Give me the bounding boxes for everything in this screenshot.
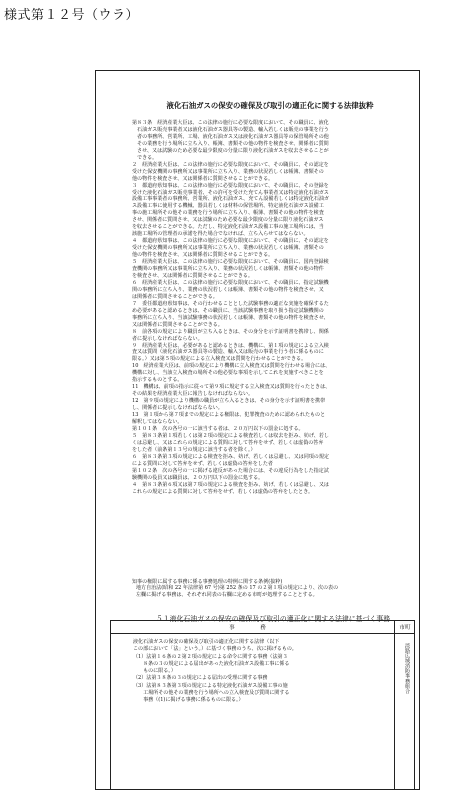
law-title: 液化石油ガスの保安の確保及び取引の適正化に関する法律抜粋 — [166, 101, 374, 110]
table-column-divider — [394, 621, 395, 789]
table-cell-city: 淡路広域消防事務組合 — [404, 643, 410, 694]
table-header-city: 市町 — [399, 625, 411, 631]
table-header-affairs: 事 務 — [229, 625, 276, 631]
ordinance-heading: 知事の権限に属する事務に係る事務処理の特例に関する条例(抜粋) — [132, 579, 283, 585]
section-title: ５１液化石油ガスの保安の確保及び取引の適正化に関する法律に基づく事務 — [155, 615, 391, 623]
affairs-table — [110, 620, 415, 790]
law-articles: 第８３条 経済産業大臣は、この法律の施行に必要な限度において、その職員に、液化 石油ガス販売事業者又は液化石油ガス器具等の製造、輸入若しくは販売の事業を行う 者の事務所、営業所、工場、液化石油ガス又は液化石油ガス器具等の保管場所その他 その業務を行う場所に立ち入り、帳簿、書類その他の物件を検査させ、関係者に質問 させ、又は試験のため必要な最少限度の分量に限り液化石油ガスを収去させることが できる。 ２ 経済産業大臣は、この法律の施行に必要な限度において、その職員に、その認定を 受けた保安機関の事務所又は事業所に立ち入り、業務の状況若しくは帳簿、書類その 他の物件を検査させ、又は関係者に質問させることができる。 ３ 都道府県知事は、この法律の施行に必要な限度において、その職員に、その登録を 受けた液化石油ガス販売事業者、その許可を受けた充てん事業者又は特定液化石油ガス 設備工事事業者の事務所、営業所、液化石油ガス、充てん設備若しくは特定液化石油ガ ス設備工事に使用する機械、器具若しくは材料の保管場所、特定液化石油ガス設備工 事の施工場所その他その業務を行う場所に立ち入り、帳簿、書類その他の物件を検査 させ、関係者に質問させ、又は試験のため必要な最少限度の分量に限り液化石油ガス を収去させることができる。ただし、特定液化石油ガス設備工事の施工場所には、当 該施工場所の管理者の承諾を得た場合でなければ、立ち入らせてはならない。 ４ 都道府県知事は、この法律の施行に必要な限度において、その職員に、その認定を 受けた保安機関の事務所又は事業所に立ち入り、業務の状況若しくは帳簿、書類その 他の物件を検査させ、又は関係者に質問させることができる。 ５ 経済産業大臣は、この法律の施行に必要な限度において、その職員に、国内登録検 査機関の事務所又は事業所に立ち入り、業務の状況若しくは帳簿、書類その他の物件 を検査させ、又は関係者に質問させることができる。 ６ 経済産業大臣は、この法律の施行に必要な限度において、その職員に、指定試験機 関の事務所に立ち入り、業務の状況若しくは帳簿、書類その他の物件を検査させ、又 は関係者に質問させることができる。 ７ 委任都道府県知事は、その行わせることとした試験事務の適正な実施を確保するた め必要があると認めるときは、その職員に、当該試験事務を取り扱う指定試験機関の 事務所に立ち入り、当該試験事務の状況若しくは帳簿、書類その他の物件を検査させ、 又は関係者に質問させることができる。 ８ 前各項の規定により職員が立ち入るときは、その身分を示す証明書を携帯し、関係 者に提示しなければならない。 ９ 経済産業大臣は、必要があると認めるときは、機構に、第１項の規定による立入検 査又は質問（液化石油ガス器具等の製造、輸入又は販売の事業を行う者に係るものに 限る。）又は第５項の規定による立入検査又は質問を行わせることができる。 10 経済産業大臣は、前項の規定により機構に立入検査又は質問を行わせる場合には、 機構に対し、当該立入検査の場所その他必要な事項を示してこれを実施すべきことを 指示するものとする。 11 機構は、前項の指示に従って第９項に規定する立入検査又は質問を行ったときは、 その結果を経済産業大臣に報告しなければならない。 12 第９項の規定により機構の職員が立ち入るときは、その身分を示す証明書を携帯 し、関係者に提示しなければならない。 13 第１項から第７項までの規定による権限は、犯罪捜査のために認められたものと 解釈してはならない。 第１０１条 次の各号の一に該当する者は、２０万円以下の罰金に処する。 ５ 第８３条第１項若しくは第２項の規定による検査若しくは収去を拒み、妨げ、若し くは忌避し、又はこれらの規定による質問に対して答弁をせず、若しくは虚偽の答弁 をした者（前条第１３号の規定に該当する者を除く。） ６ 第８３条第３項の規定による検査を拒み、妨げ、若しくは忌避し、又は同項の規定 による質問に対して答弁をせず、若しくは虚偽の答弁をした者 第１０２条 次の各号の一に掲げる違反があった場合には、その違反行為をした指定試 験機関の役員又は職員は、２０万円以下の罰金に処する。 ４ 第８３条第６項又は第７項の規定による検査を拒み、妨げ、若しくは忌避し、又は これらの規定による質問に対して答弁をせず、若しくは虚偽の答弁をしたとき。 — [132, 120, 331, 495]
form-label: 様式第１２号（ウラ） — [4, 8, 140, 23]
table-cell-affairs: 液化石油ガスの保安の確保及び取引の適正化に関する法律（以下 この部において「法」という。）に基づく事務のうち、次に掲げるもの。 （1）法第１６条の２第２項の規定による命令に関する事務（法第３ ８条の３の規定による届出があった液化石油ガス設備工事に係る ものに限る。） （2）法第３８条の３の規定による届出の受理に関する事務 （3）法第８３条第３項の規定による特定液化石油ガス設備工事の施 工場所その他その業務を行う場所への立入検査及び質問に関する 事務（(1)に掲げる事務に係るものに限る。） — [133, 639, 297, 704]
table-header-divider — [111, 633, 414, 634]
ordinance-text: 地方自治法(昭和 22 年法律第 67 号)第 252 条の 17 の２第１項の規定により、次の表の 左欄に掲げる事務は、それぞれ同表の右欄に定める市町が処理することとする。 — [136, 585, 339, 598]
